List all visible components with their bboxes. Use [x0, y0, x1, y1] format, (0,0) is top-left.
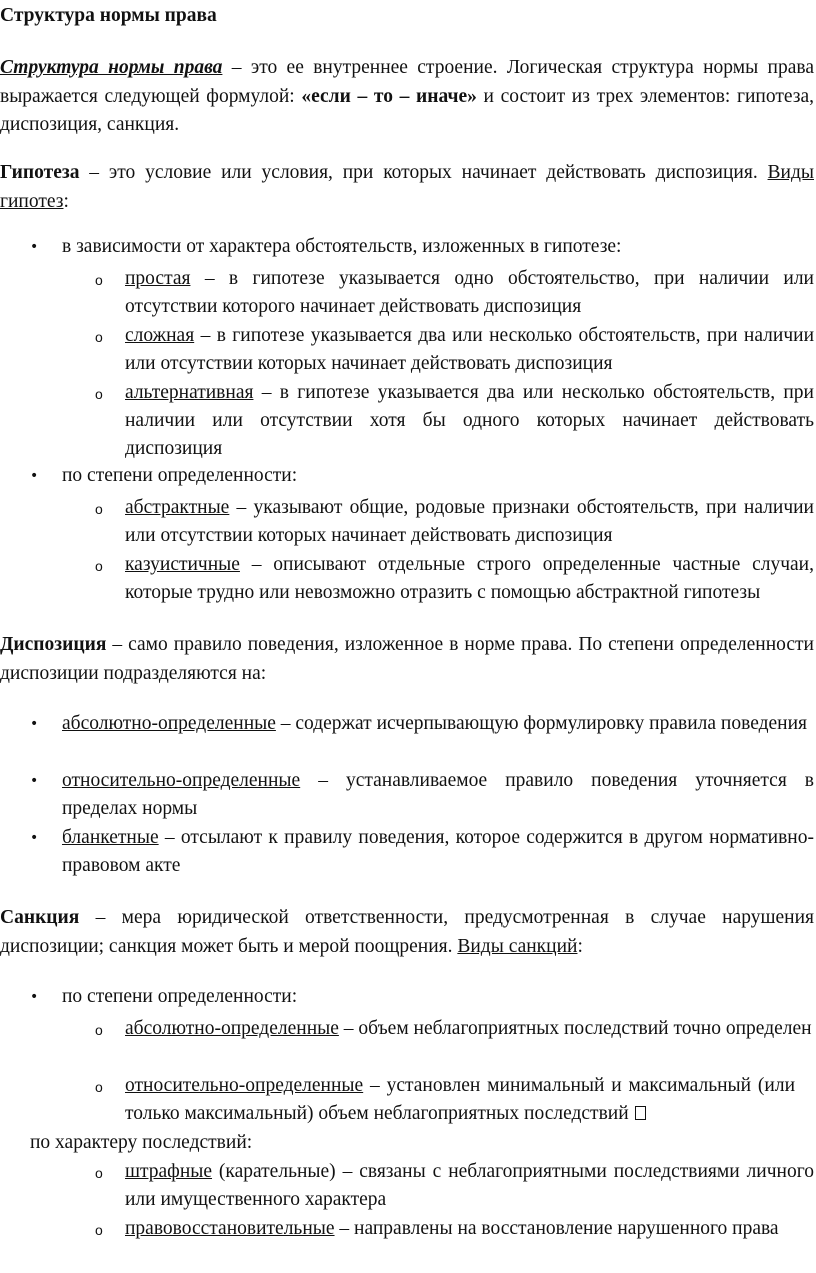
- sanction-group2-label: по характеру последствий:: [30, 1132, 253, 1153]
- hypothesis-colon: :: [63, 190, 69, 212]
- list-item: [125, 1215, 814, 1243]
- item-text: – отсылают к правилу поведения, которое содержится в другом нормативно-правовом акте: [62, 827, 814, 876]
- bullet-marker: •: [30, 468, 39, 484]
- item-term: простая: [125, 268, 191, 289]
- intro-term: Структура нормы права: [0, 57, 223, 78]
- list-item: [125, 379, 814, 463]
- list-item: [125, 1072, 795, 1128]
- document-title: Структура нормы права: [0, 5, 217, 26]
- sub-marker: o: [95, 1079, 103, 1095]
- list-item: [125, 551, 814, 607]
- bullet-marker: •: [30, 773, 39, 789]
- bullet-marker: •: [30, 716, 39, 732]
- item-text: – направлены на восстановление нарушенного права: [334, 1218, 779, 1239]
- sub-marker: o: [95, 501, 103, 517]
- sub-marker: o: [95, 386, 103, 402]
- item-text: – указывают общие, родовые признаки обстоятельств, при наличии или отсутствии которых начинает действовать диспозиция: [125, 497, 814, 546]
- item-term: альтернативная: [125, 382, 254, 403]
- sanction-term: Санкция: [0, 907, 80, 928]
- item-term: относительно-определенные: [62, 770, 301, 791]
- list-item: [125, 1158, 814, 1214]
- item-term: казуистичные: [125, 554, 240, 575]
- bullet-marker: •: [30, 830, 39, 846]
- sanction-types-link: Виды санкций: [457, 935, 578, 957]
- item-text: – в гипотезе указывается два или несколько обстоятельств, при наличии или отсутствии хотя бы одного которых начинает действовать диспозиция: [125, 382, 814, 459]
- list-item: [62, 767, 814, 823]
- list-item: [125, 1015, 814, 1043]
- item-term: относительно-определенные: [125, 1075, 364, 1096]
- list-item: [62, 710, 814, 738]
- intro-text-end: и состоит из трех элементов: гипотеза, диспозиция, санкция.: [0, 85, 815, 135]
- item-text: (карательные) – связаны с неблагоприятными последствиями личного или имущественного характера: [125, 1161, 814, 1210]
- hypothesis-types-link: Виды гипотез: [0, 162, 814, 212]
- item-term: правовосстановительные: [125, 1218, 335, 1239]
- sanction-colon: :: [577, 935, 583, 957]
- hypothesis-group1-label: в зависимости от характера обстоятельств, изложенных в гипотезе:: [62, 236, 622, 257]
- item-text: – устанавливаемое правило поведения уточняется в пределах нормы: [62, 770, 814, 819]
- item-text: – содержат исчерпывающую формулировку правила поведения: [275, 713, 808, 734]
- item-text: – установлен минимальный и максимальный (или только максимальный) объем неблагоприятных последствий: [125, 1075, 795, 1124]
- sub-marker: o: [95, 272, 103, 288]
- item-text: – объем неблагоприятных последствий точно определен: [338, 1018, 812, 1039]
- hypothesis-text: – это условие или условия, при которых начинает действовать диспозиция.: [79, 162, 768, 183]
- item-text: – в гипотезе указывается одно обстоятельство, при наличии или отсутствии которого начинает действовать диспозиция: [125, 268, 814, 317]
- list-item: [125, 265, 814, 321]
- item-text: – в гипотезе указывается два или несколько обстоятельств, при наличии или отсутствии которых начинает действовать диспозиция: [125, 325, 814, 374]
- intro-text: – это ее внутреннее строение. Логическая структура нормы права выражается следующей формулой:: [0, 57, 814, 107]
- bullet-marker: •: [30, 239, 39, 255]
- disposition-text: – само правило поведения, изложенное в норме права. По степени определенности диспозиции подразделяются на:: [0, 634, 814, 684]
- disposition-term: Диспозиция: [0, 634, 107, 655]
- item-term: абстрактные: [125, 497, 230, 518]
- sanction-group1-label: по степени определенности:: [62, 986, 298, 1007]
- sanction-text: – мера юридической ответственности, предусмотренная в случае нарушения диспозиции; санкция может быть и мерой поощрения.: [0, 907, 814, 957]
- intro-formula: «если – то – иначе»: [301, 85, 477, 107]
- sub-marker: o: [95, 558, 103, 574]
- hypothesis-term: Гипотеза: [0, 162, 80, 183]
- item-term: абсолютно-определенные: [125, 1018, 339, 1039]
- disposition-paragraph: [0, 631, 814, 688]
- sanction-paragraph: [0, 904, 814, 961]
- sub-marker: o: [95, 1165, 103, 1181]
- item-term: штрафные: [125, 1161, 213, 1182]
- sub-marker: o: [95, 1022, 103, 1038]
- hypothesis-paragraph: [0, 159, 814, 216]
- hypothesis-group2-label: по степени определенности:: [62, 465, 298, 486]
- item-term: абсолютно-определенные: [62, 713, 276, 734]
- list-item: [125, 494, 814, 550]
- sub-marker: o: [95, 329, 103, 345]
- bullet-marker: •: [30, 989, 39, 1005]
- list-item: [62, 824, 814, 880]
- item-text: – описывают отдельные строго определенные частные случаи, которые трудно или невозможно отразить с помощью абстрактной гипотезы: [125, 554, 814, 603]
- item-term: бланкетные: [62, 827, 159, 848]
- sub-marker: o: [95, 1222, 103, 1238]
- intro-paragraph: [0, 54, 814, 140]
- missing-glyph-box: [635, 1106, 646, 1120]
- list-item: [125, 322, 814, 378]
- item-term: сложная: [125, 325, 195, 346]
